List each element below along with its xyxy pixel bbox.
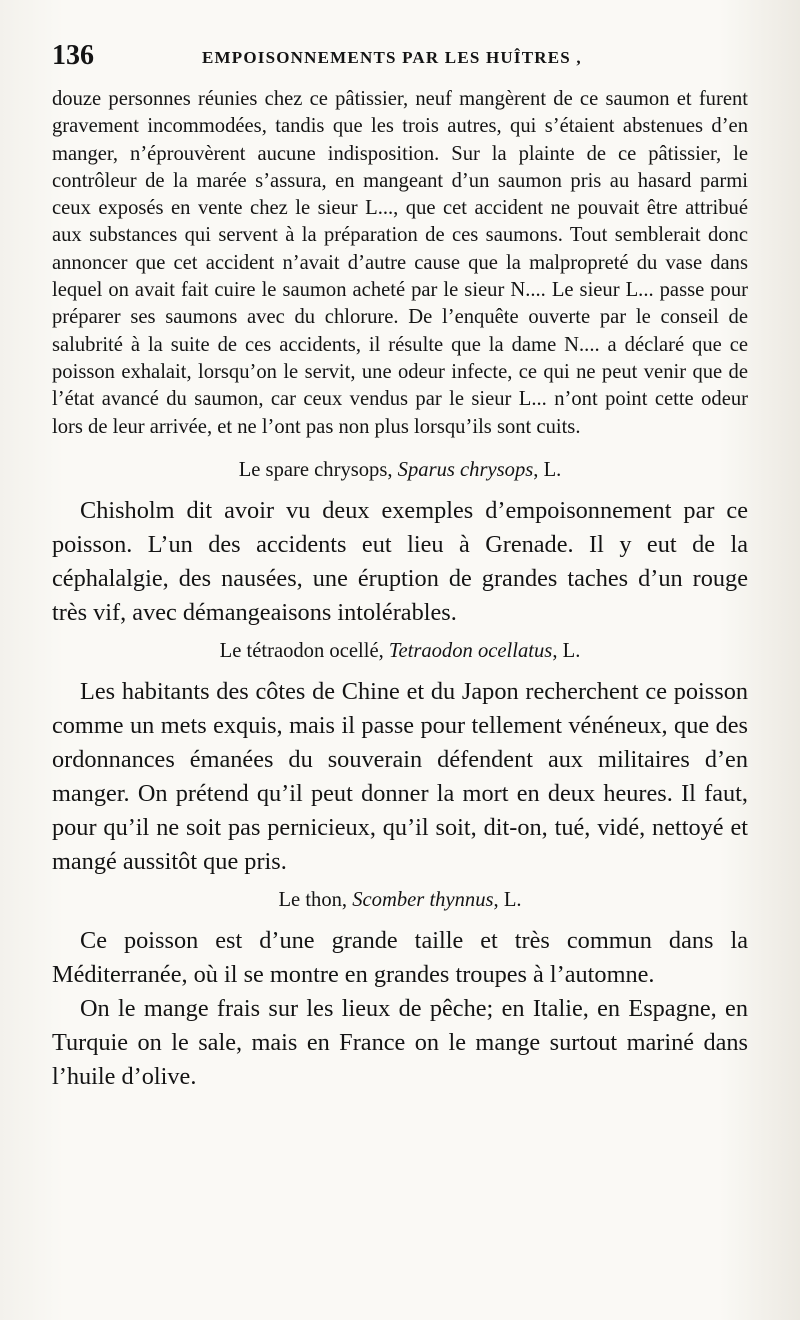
- section-paragraph: Ce poisson est d’une grande taille et très commun dans la Méditerranée, où il se montre en grandes troupes à l’automne.: [52, 926, 748, 988]
- title-latin: Scomber thynnus: [352, 888, 494, 911]
- section-title: [52, 889, 748, 912]
- title-common: Le thon,: [278, 888, 353, 911]
- section-title: [52, 640, 748, 663]
- title-latin: Tetraodon ocellatus: [388, 639, 553, 662]
- intro-paragraph: douze personnes réunies chez ce pâtissier, neuf mangèrent de ce saumon et furent gravement incommodées, tandis que les trois autres, qui s’étaient abstenues d’en manger, n’éprouvèrent aucune indisposition. Sur la plainte de ce pâtissier, le contrôleur de la marée s’assura, en mangeant d’un saumon pris au hasard parmi ceux exposés en vente chez le sieur L..., que cet accident ne pouvait être attribué aux substances qui servent à la préparation de ces saumons. Tout semblerait donc annoncer que cet accident n’avait d’autre cause que la malpropreté du vase dans lequel on avait fait cuire le saumon acheté par le sieur N.... Le sieur L... passe pour préparer ses saumons avec du chlorure. De l’enquête ouverte par le conseil de salubrité à la suite de ces accidents, il résulte que la dame N.... a déclaré que ce poisson exhalait, lorsqu’on le servit, une odeur infecte, ce qui ne peut venir que de l’état avancé du saumon, car ceux vendus par le sieur L... n’ont point cette odeur lors de leur arrivée, et ne l’ont pas non plus lorsqu’ils sont cuits.: [52, 88, 748, 438]
- section-spare-chrysops: [52, 459, 748, 630]
- title-suffix: , L.: [552, 639, 581, 662]
- title-suffix: , L.: [493, 888, 522, 911]
- intro-text: [52, 86, 748, 441]
- title-common: Le tétraodon ocellé,: [219, 639, 389, 662]
- title-common: Le spare chrysops,: [238, 458, 398, 481]
- section-tetraodon: [52, 640, 748, 879]
- running-title: EMPOISONNEMENTS PAR LES HUÎTRES ,: [202, 48, 582, 67]
- title-latin: Sparus chrysops: [397, 458, 534, 481]
- title-suffix: , L.: [533, 458, 562, 481]
- section-paragraph: Les habitants des côtes de Chine et du Japon recherchent ce poisson comme un mets exquis, mais il passe pour tellement vénéneux, que des ordonnances émanées du souverain défendent aux militaires d’en manger. On prétend qu’il peut donner la mort en deux heures. Il faut, pour qu’il ne soit pas pernicieux, qu’il soit, dit-on, tué, vidé, nettoyé et mangé aussitôt que pris.: [52, 677, 748, 875]
- section-thon: [52, 889, 748, 1094]
- page-body: [52, 86, 748, 1102]
- section-paragraph: On le mange frais sur les lieux de pêche; en Italie, en Espagne, en Turquie on le sale, mais en France on le mange surtout mariné dans l’huile d’olive.: [52, 994, 748, 1090]
- section-title: [52, 459, 748, 482]
- section-paragraph: Chisholm dit avoir vu deux exemples d’empoisonnement par ce poisson. L’un des accidents eut lieu à Grenade. Il y eut de la céphalalgie, des nausées, une éruption de grandes taches d’un rouge très vif, avec démangeaisons intolérables.: [52, 496, 748, 626]
- page-header: [52, 40, 748, 76]
- page-number: 136: [52, 40, 94, 71]
